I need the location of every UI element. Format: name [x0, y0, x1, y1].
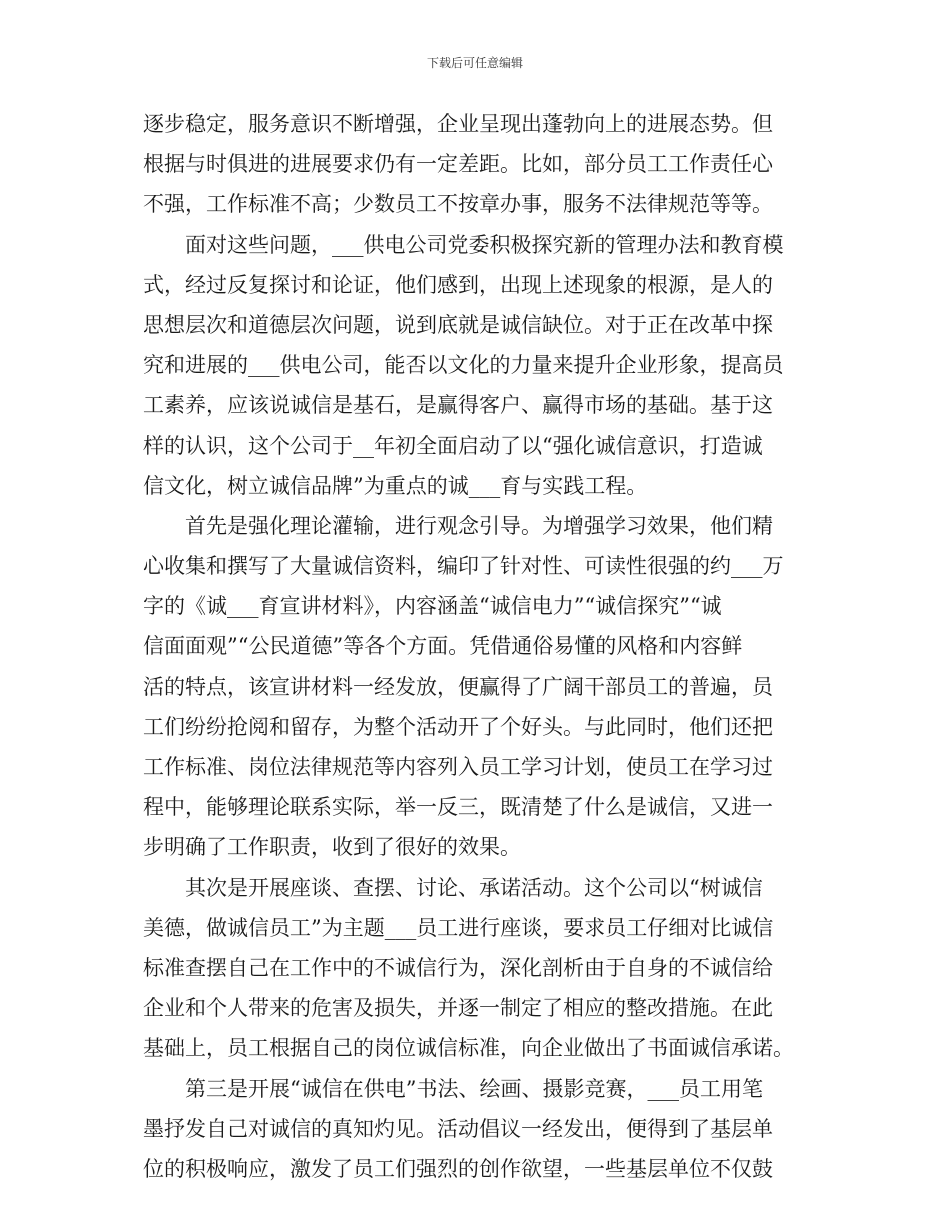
text-line: 思想层次和道德层次问题，说到底就是诚信缺位。对于正在改革中探 — [143, 312, 773, 337]
text-line: 工作标准、岗位法律规范等内容列入员工学习计划，使员工在学习过 — [143, 755, 773, 779]
header-note: 下载后可任意编辑 — [426, 56, 523, 70]
text-line: 活的特点，该宣讲材料一经发放，便赢得了广阔干部员工的普遍，员 — [143, 674, 773, 699]
text-line: 美德，做诚信员工”为主题___员工进行座谈，要求员工仔细对比诚信 — [143, 915, 774, 940]
text-line: 信文化，树立诚信品牌”为重点的诚___育与实践工程。 — [143, 473, 648, 498]
text-line: 工素养，应该说诚信是基石，是赢得客户、赢得市场的基础。基于这 — [143, 393, 773, 418]
text-line: 位的积极响应，激发了员工们强烈的创作欲望，一些基层单位不仅鼓 — [143, 1156, 773, 1181]
text-line: 基础上，员工根据自己的岗位诚信标准，向企业做出了书面诚信承诺。 — [143, 1036, 794, 1061]
text-line: 步明确了工作职责，收到了很好的效果。 — [143, 835, 521, 860]
text-line: 程中，能够理论联系实际，举一反三，既清楚了什么是诚信，又进一 — [143, 795, 773, 820]
text-line: 企业和个人带来的危害及损失，并逐一制定了相应的整改措施。在此 — [143, 996, 773, 1021]
text-line: 首先是强化理论灌输，进行观念引导。为增强学习效果，他们精 — [143, 513, 773, 538]
text-line: 根据与时俱进的进展要求仍有一定差距。比如，部分员工工作责任心 — [143, 152, 773, 177]
text-line: 心收集和撰写了大量诚信资料，编印了针对性、可读性很强的约___万 — [143, 554, 784, 579]
text-line: 不强，工作标准不高；少数员工不按章办事，服务不法律规范等等。 — [143, 192, 773, 217]
text-line: 第三是开展“诚信在供电”书法、绘画、摄影竞赛，___员工用笔 — [143, 1076, 763, 1101]
text-line: 究和进展的___供电公司，能否以文化的力量来提升企业形象，提高员 — [143, 353, 784, 378]
text-line: 面对这些问题，___供电公司党委积极探究新的管理办法和教育模 — [143, 232, 784, 257]
text-line: 信面面观”“公民道德”等各个方面。凭借通俗易懂的风格和内容鲜 — [143, 634, 743, 659]
document-body — [143, 104, 805, 1189]
text-line: 式，经过反复探讨和论证，他们感到，出现上述现象的根源，是人的 — [143, 272, 773, 297]
text-line: 标准查摆自己在工作中的不诚信行为，深化剖析由于自身的不诚信给 — [143, 955, 773, 980]
text-line: 工们纷纷抢阅和留存，为整个活动开了个好头。与此同时，他们还把 — [143, 714, 773, 739]
text-line: 字的《诚___育宣讲材料》，内容涵盖“诚信电力”“诚信探究”“诚 — [143, 594, 722, 619]
text-line: 逐步稳定，服务意识不断增强，企业呈现出蓬勃向上的进展态势。但 — [143, 112, 773, 136]
text-line: 其次是开展座谈、查摆、讨论、承诺活动。这个公司以“树诚信 — [143, 875, 763, 900]
text-line: 样的认识，这个公司于__年初全面启动了以“强化诚信意识，打造诚 — [143, 433, 763, 458]
text-line: 墨抒发自己对诚信的真知灼见。活动倡议一经发出，便得到了基层单 — [143, 1116, 773, 1141]
